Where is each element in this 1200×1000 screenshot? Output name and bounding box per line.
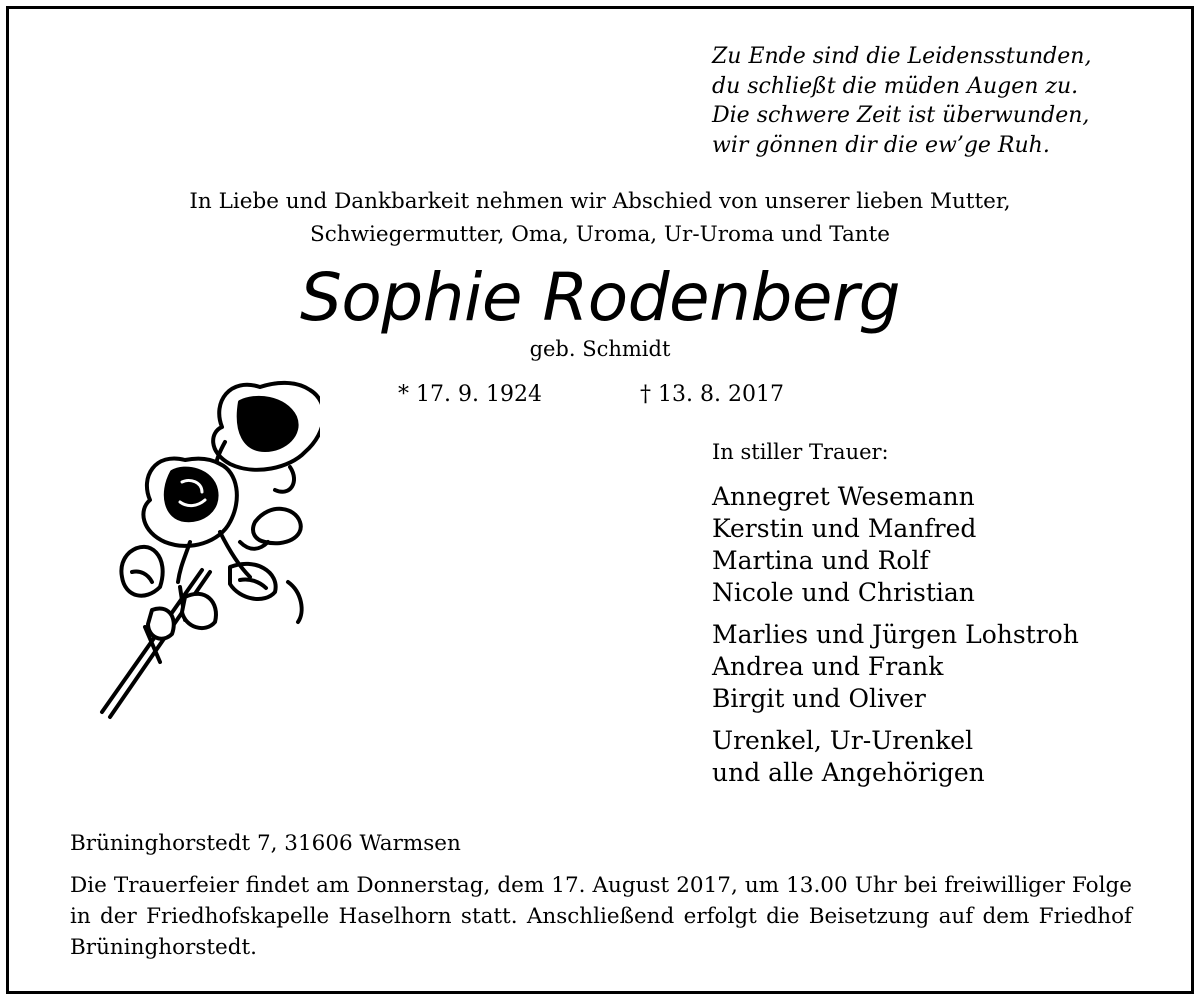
death-date: † 13. 8. 2017	[640, 382, 784, 407]
poem-line: Zu Ende sind die Leidensstunden,	[712, 44, 1092, 69]
mourner-entry: und alle Angehörigen	[712, 758, 985, 787]
mourner-entry: Andrea und Frank	[712, 652, 944, 681]
rose-icon	[90, 372, 320, 752]
birth-date: * 17. 9. 1924	[398, 382, 542, 407]
mourner-entry: Marlies und Jürgen Lohstroh	[712, 620, 1079, 649]
deceased-name: Sophie Rodenberg	[299, 259, 901, 336]
poem	[712, 42, 1091, 160]
poem-line: du schließt die müden Augen zu.	[712, 73, 1079, 99]
mourner-group	[712, 619, 1079, 715]
mourner-entry: Nicole und Christian	[712, 578, 975, 607]
mourner-entry: Annegret Wesemann	[712, 482, 975, 511]
service-details: Die Trauerfeier findet am Donnerstag, dem 17. August 2017, um 13.00 Uhr bei freiwilliger Folge in der Friedhofskapelle Haselhorn statt. Anschließend erfolgt die Beisetzung auf dem Friedhof Brüninghorstedt.	[70, 873, 1132, 960]
birth-name: geb. Schmidt	[529, 337, 671, 361]
mourner-entry: Kerstin und Manfred	[712, 514, 977, 543]
poem-line: wir gönnen dir die ew’ge Ruh.	[712, 132, 1050, 158]
address: Brüninghorstedt 7, 31606 Warmsen	[70, 831, 461, 856]
mourner-list	[712, 481, 1079, 799]
mourner-group	[712, 725, 1079, 789]
mourning-heading: In stiller Trauer:	[712, 440, 889, 464]
mourner-entry: Birgit und Oliver	[712, 684, 926, 713]
intro-text	[0, 185, 1200, 251]
mourner-entry: Martina und Rolf	[712, 546, 929, 575]
intro-line: Schwiegermutter, Oma, Uroma, Ur-Uroma und Tante	[310, 222, 890, 247]
mourner-entry: Urenkel, Ur-Urenkel	[712, 726, 974, 755]
intro-line: In Liebe und Dankbarkeit nehmen wir Abschied von unserer lieben Mutter,	[189, 189, 1011, 214]
mourner-group	[712, 481, 1079, 609]
poem-line: Die schwere Zeit ist überwunden,	[712, 103, 1090, 128]
